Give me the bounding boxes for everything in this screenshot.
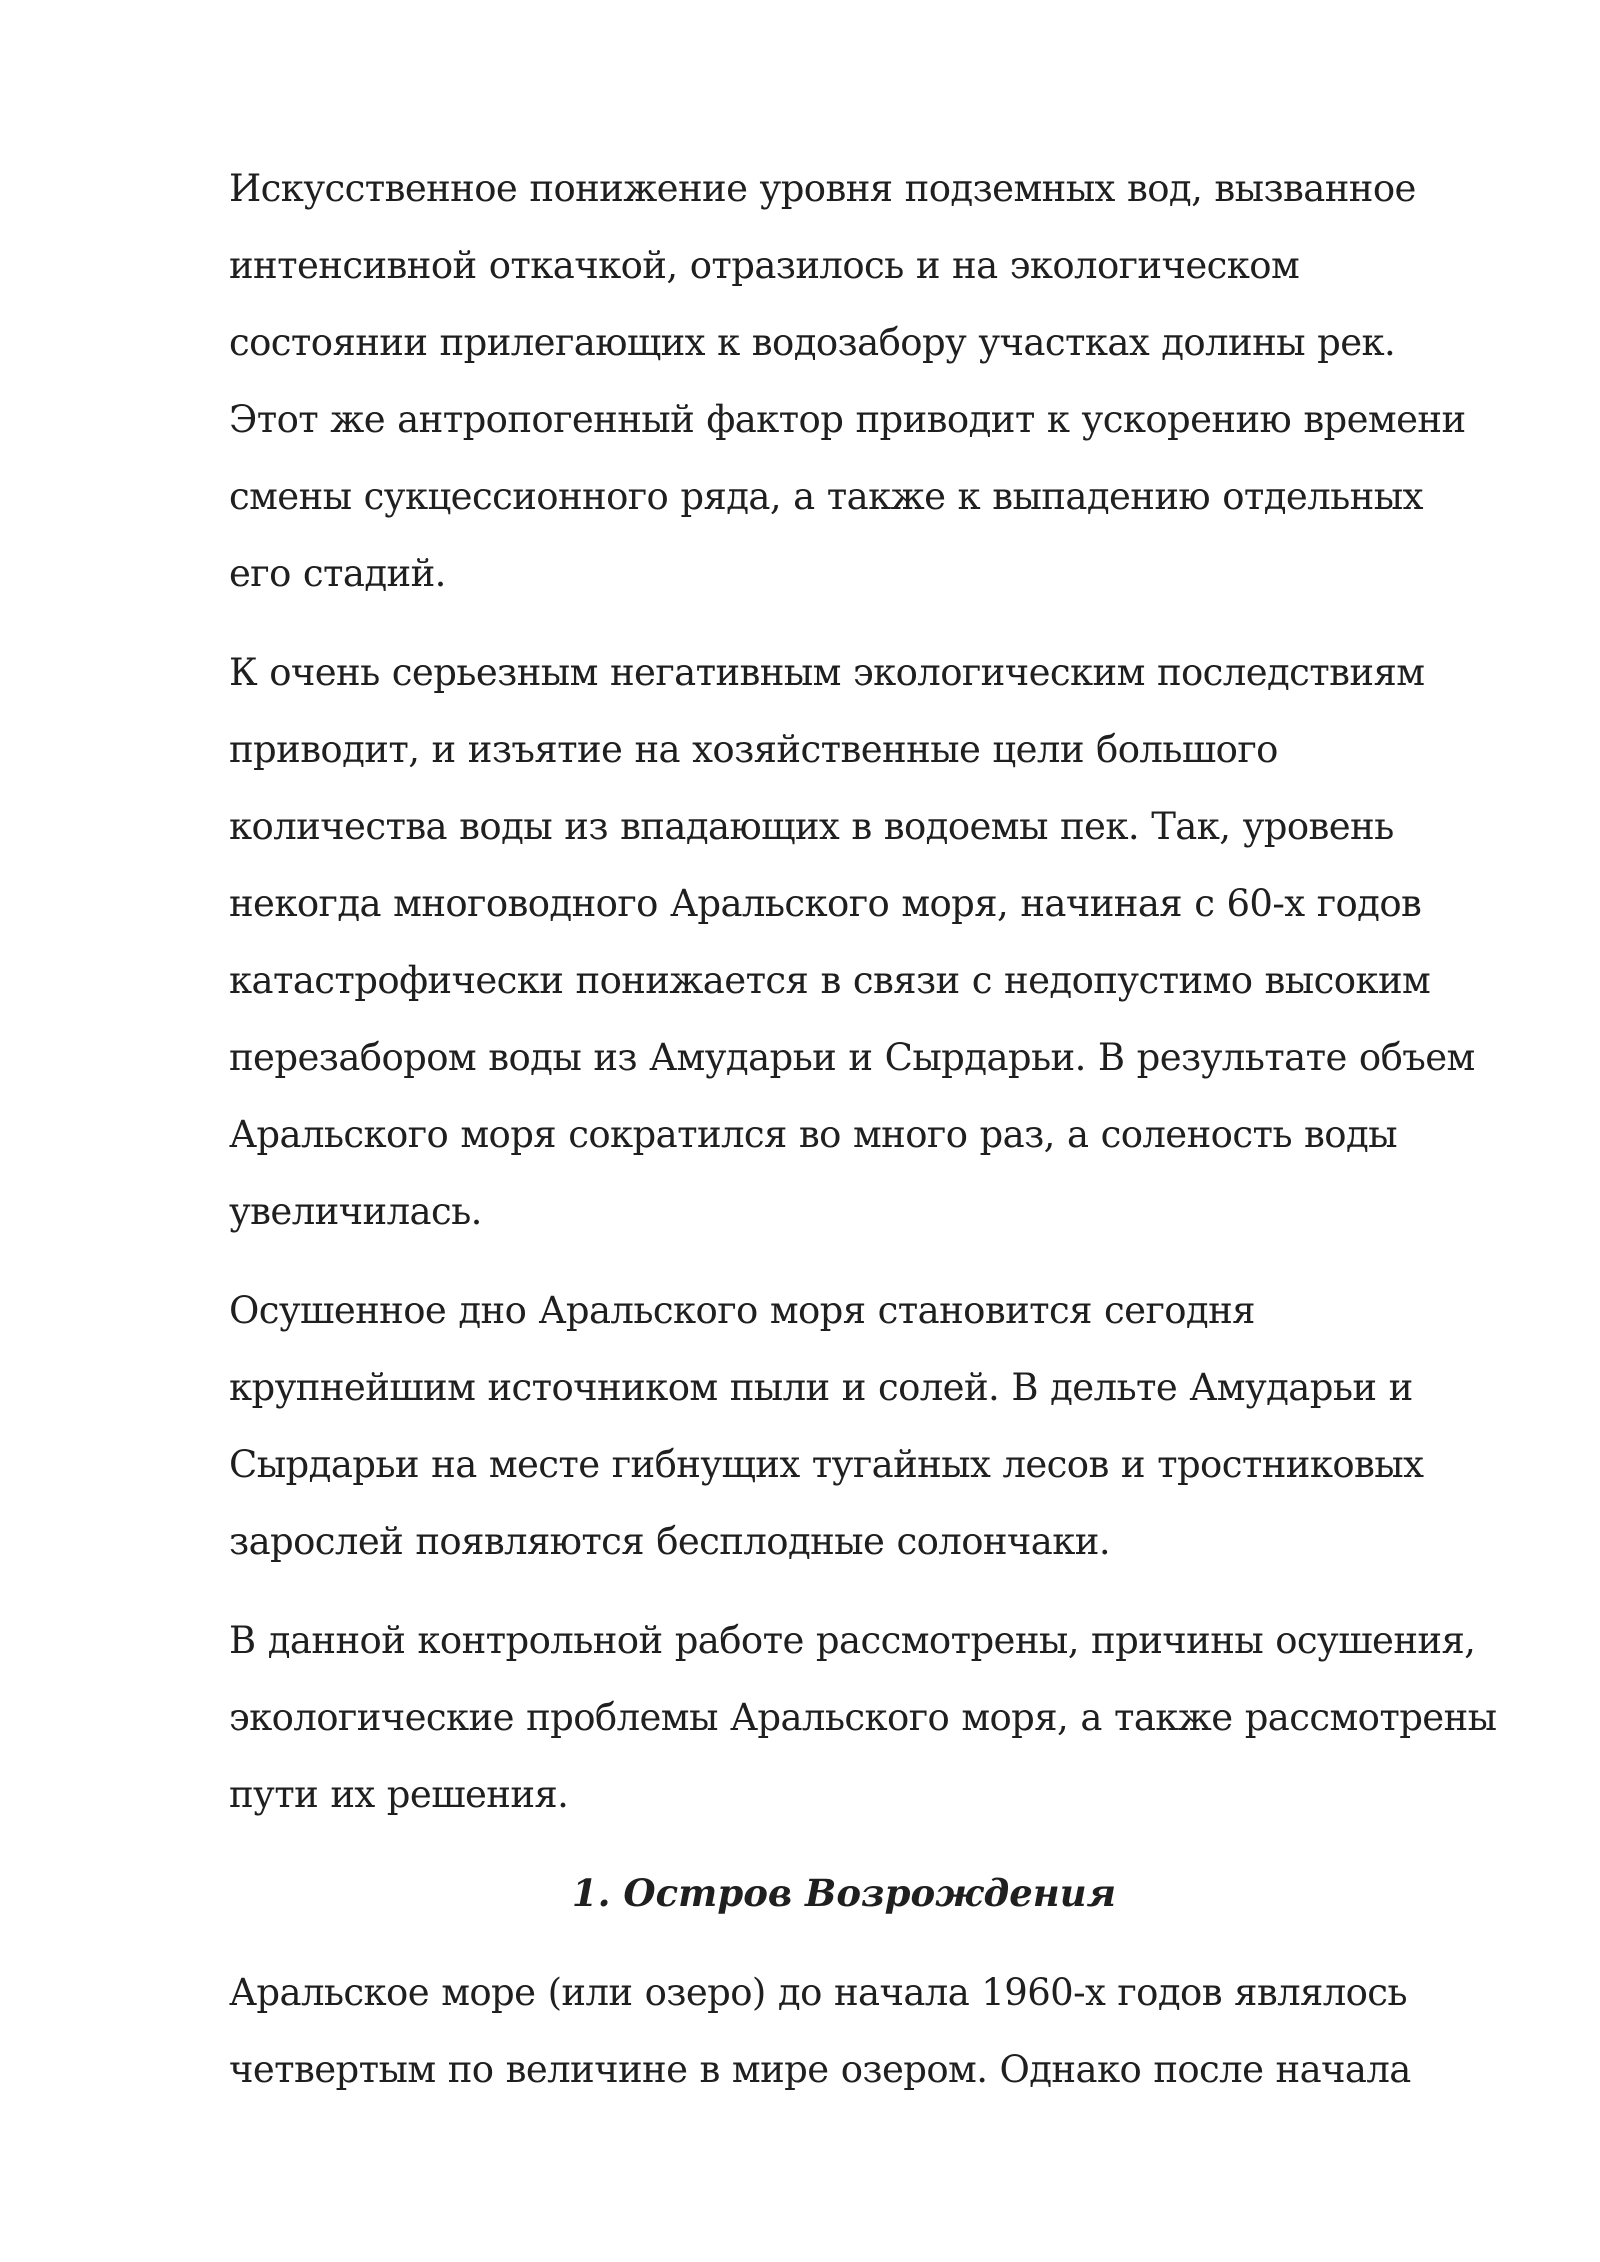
- text-line: перезабором воды из Амударьи и Сырдарьи. В результате объем: [229, 1036, 1475, 1079]
- text-line: экологические проблемы Аральского моря, а также рассмотрены: [229, 1696, 1497, 1739]
- paragraph-spacer: [229, 1932, 1490, 1954]
- paragraph-aral-intro: [229, 1954, 1490, 2108]
- text-line: состоянии прилегающих к водозабору участках долины рек.: [229, 321, 1396, 364]
- text-line: Аральского моря сократился во много раз, а соленость воды: [229, 1113, 1397, 1156]
- text-line: Аральское море (или озеро) до начала 1960-х годов являлось: [229, 1971, 1407, 2014]
- text-line: четвертым по величине в мире озером. Однако после начала: [229, 2048, 1411, 2091]
- text-line: некогда многоводного Аральского моря, начиная с 60-х годов: [229, 882, 1422, 925]
- text-line: количества воды из впадающих в водоемы пек. Так, уровень: [229, 805, 1394, 848]
- paragraph-work-scope: [229, 1602, 1497, 1833]
- text-line: крупнейшим источником пыли и солей. В дельте Амударьи и: [229, 1366, 1413, 1409]
- paragraph-dried-seabed: [229, 1272, 1490, 1580]
- text-line: его стадий.: [229, 552, 446, 595]
- text-line: приводит, и изъятие на хозяйственные цели большого: [229, 728, 1278, 771]
- paragraph-spacer: [229, 612, 1490, 634]
- section-heading: 1. Остров Возрождения: [571, 1871, 1117, 1915]
- text-line: Этот же антропогенный фактор приводит к ускорению времени: [229, 398, 1466, 441]
- paragraph-spacer: [229, 1580, 1490, 1602]
- text-line: интенсивной откачкой, отразилось и на экологическом: [229, 244, 1300, 287]
- text-line: Искусственное понижение уровня подземных вод, вызванное: [229, 167, 1416, 210]
- text-line: зарослей появляются бесплодные солончаки.: [229, 1520, 1110, 1563]
- paragraph-spacer: [229, 1833, 1490, 1855]
- text-line: смены сукцессионного ряда, а также к выпадению отдельных: [229, 475, 1423, 518]
- paragraph-groundwater: [229, 150, 1490, 612]
- paragraph-spacer: [229, 1250, 1490, 1272]
- text-line: катастрофически понижается в связи с недопустимо высоким: [229, 959, 1431, 1002]
- text-line: пути их решения.: [229, 1773, 569, 1816]
- text-line: В данной контрольной работе рассмотрены, причины осушения,: [229, 1619, 1476, 1662]
- text-line: К очень серьезным негативным экологическим последствиям: [229, 651, 1425, 694]
- text-line: Осушенное дно Аральского моря становится сегодня: [229, 1289, 1255, 1332]
- text-line: увеличилась.: [229, 1190, 482, 1233]
- paragraph-water-withdrawal: [229, 634, 1490, 1250]
- text-line: Сырдарьи на месте гибнущих тугайных лесов и тростниковых: [229, 1443, 1424, 1486]
